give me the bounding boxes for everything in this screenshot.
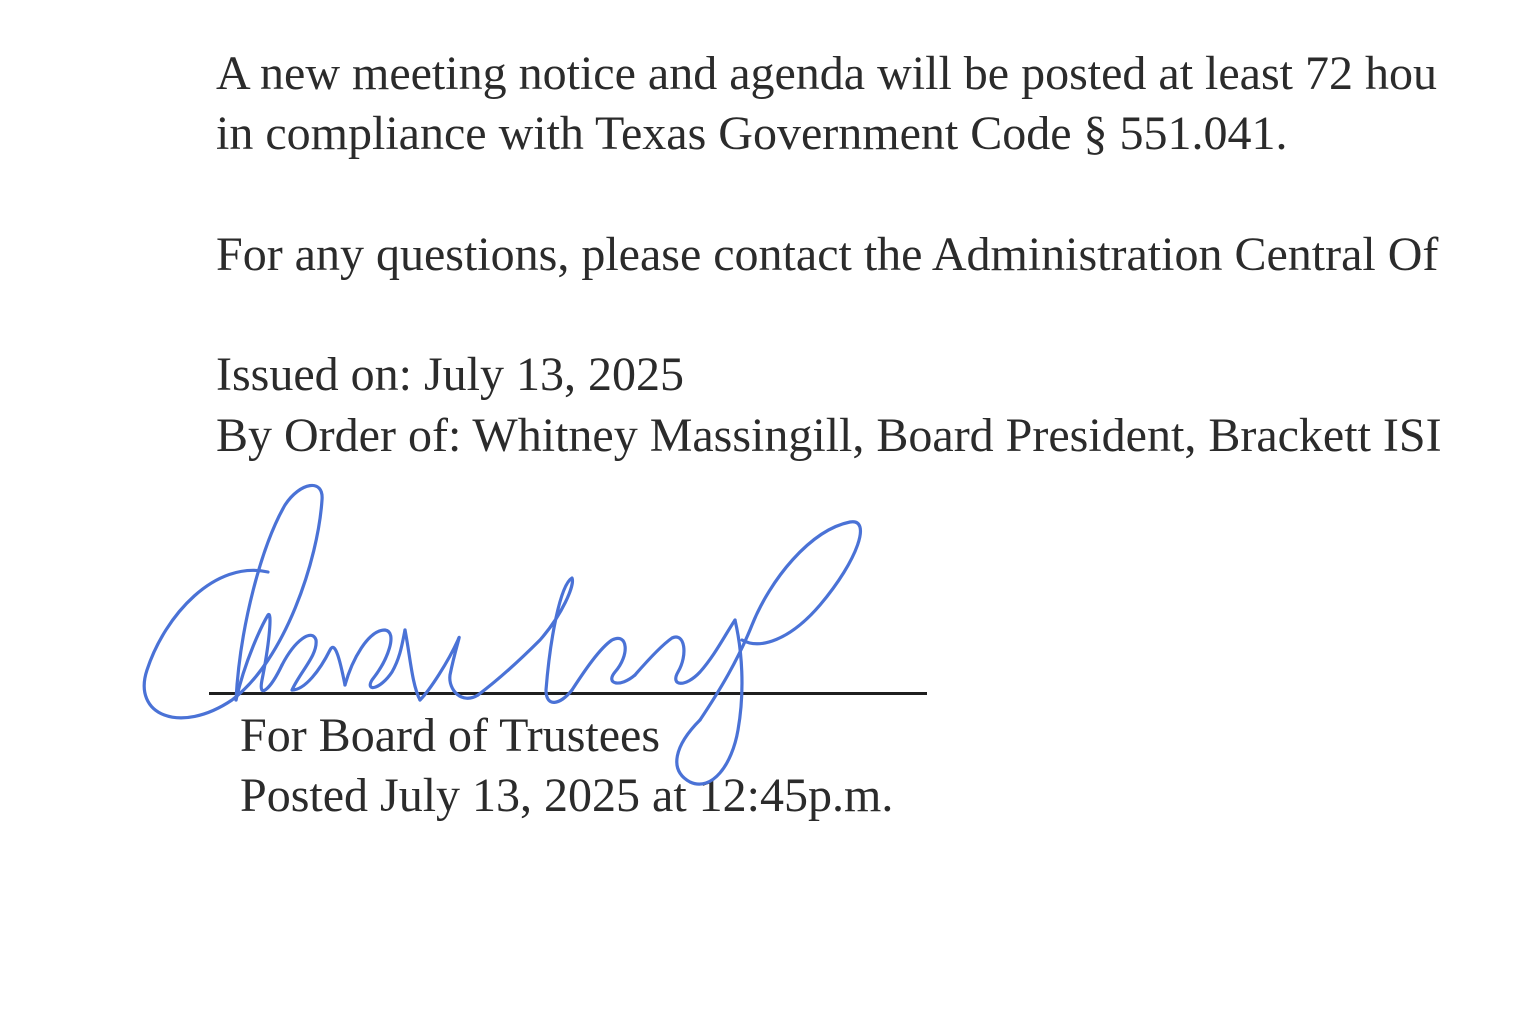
order-attribution: By Order of: Whitney Massingill, Board President, Brackett ISI — [216, 409, 1442, 462]
notice-text-line-1: A new meeting notice and agenda will be posted at least 72 hou — [216, 47, 1437, 100]
issued-date: Issued on: July 13, 2025 — [216, 348, 684, 401]
signature-caption: For Board of Trustees — [240, 709, 661, 762]
notice-text-line-2: in compliance with Texas Government Code § 551.041. — [216, 107, 1288, 160]
posted-timestamp: Posted July 13, 2025 at 12:45p.m. — [240, 769, 894, 822]
contact-text: For any questions, please contact the Administration Central Of — [216, 228, 1439, 281]
signature-line — [209, 692, 927, 695]
